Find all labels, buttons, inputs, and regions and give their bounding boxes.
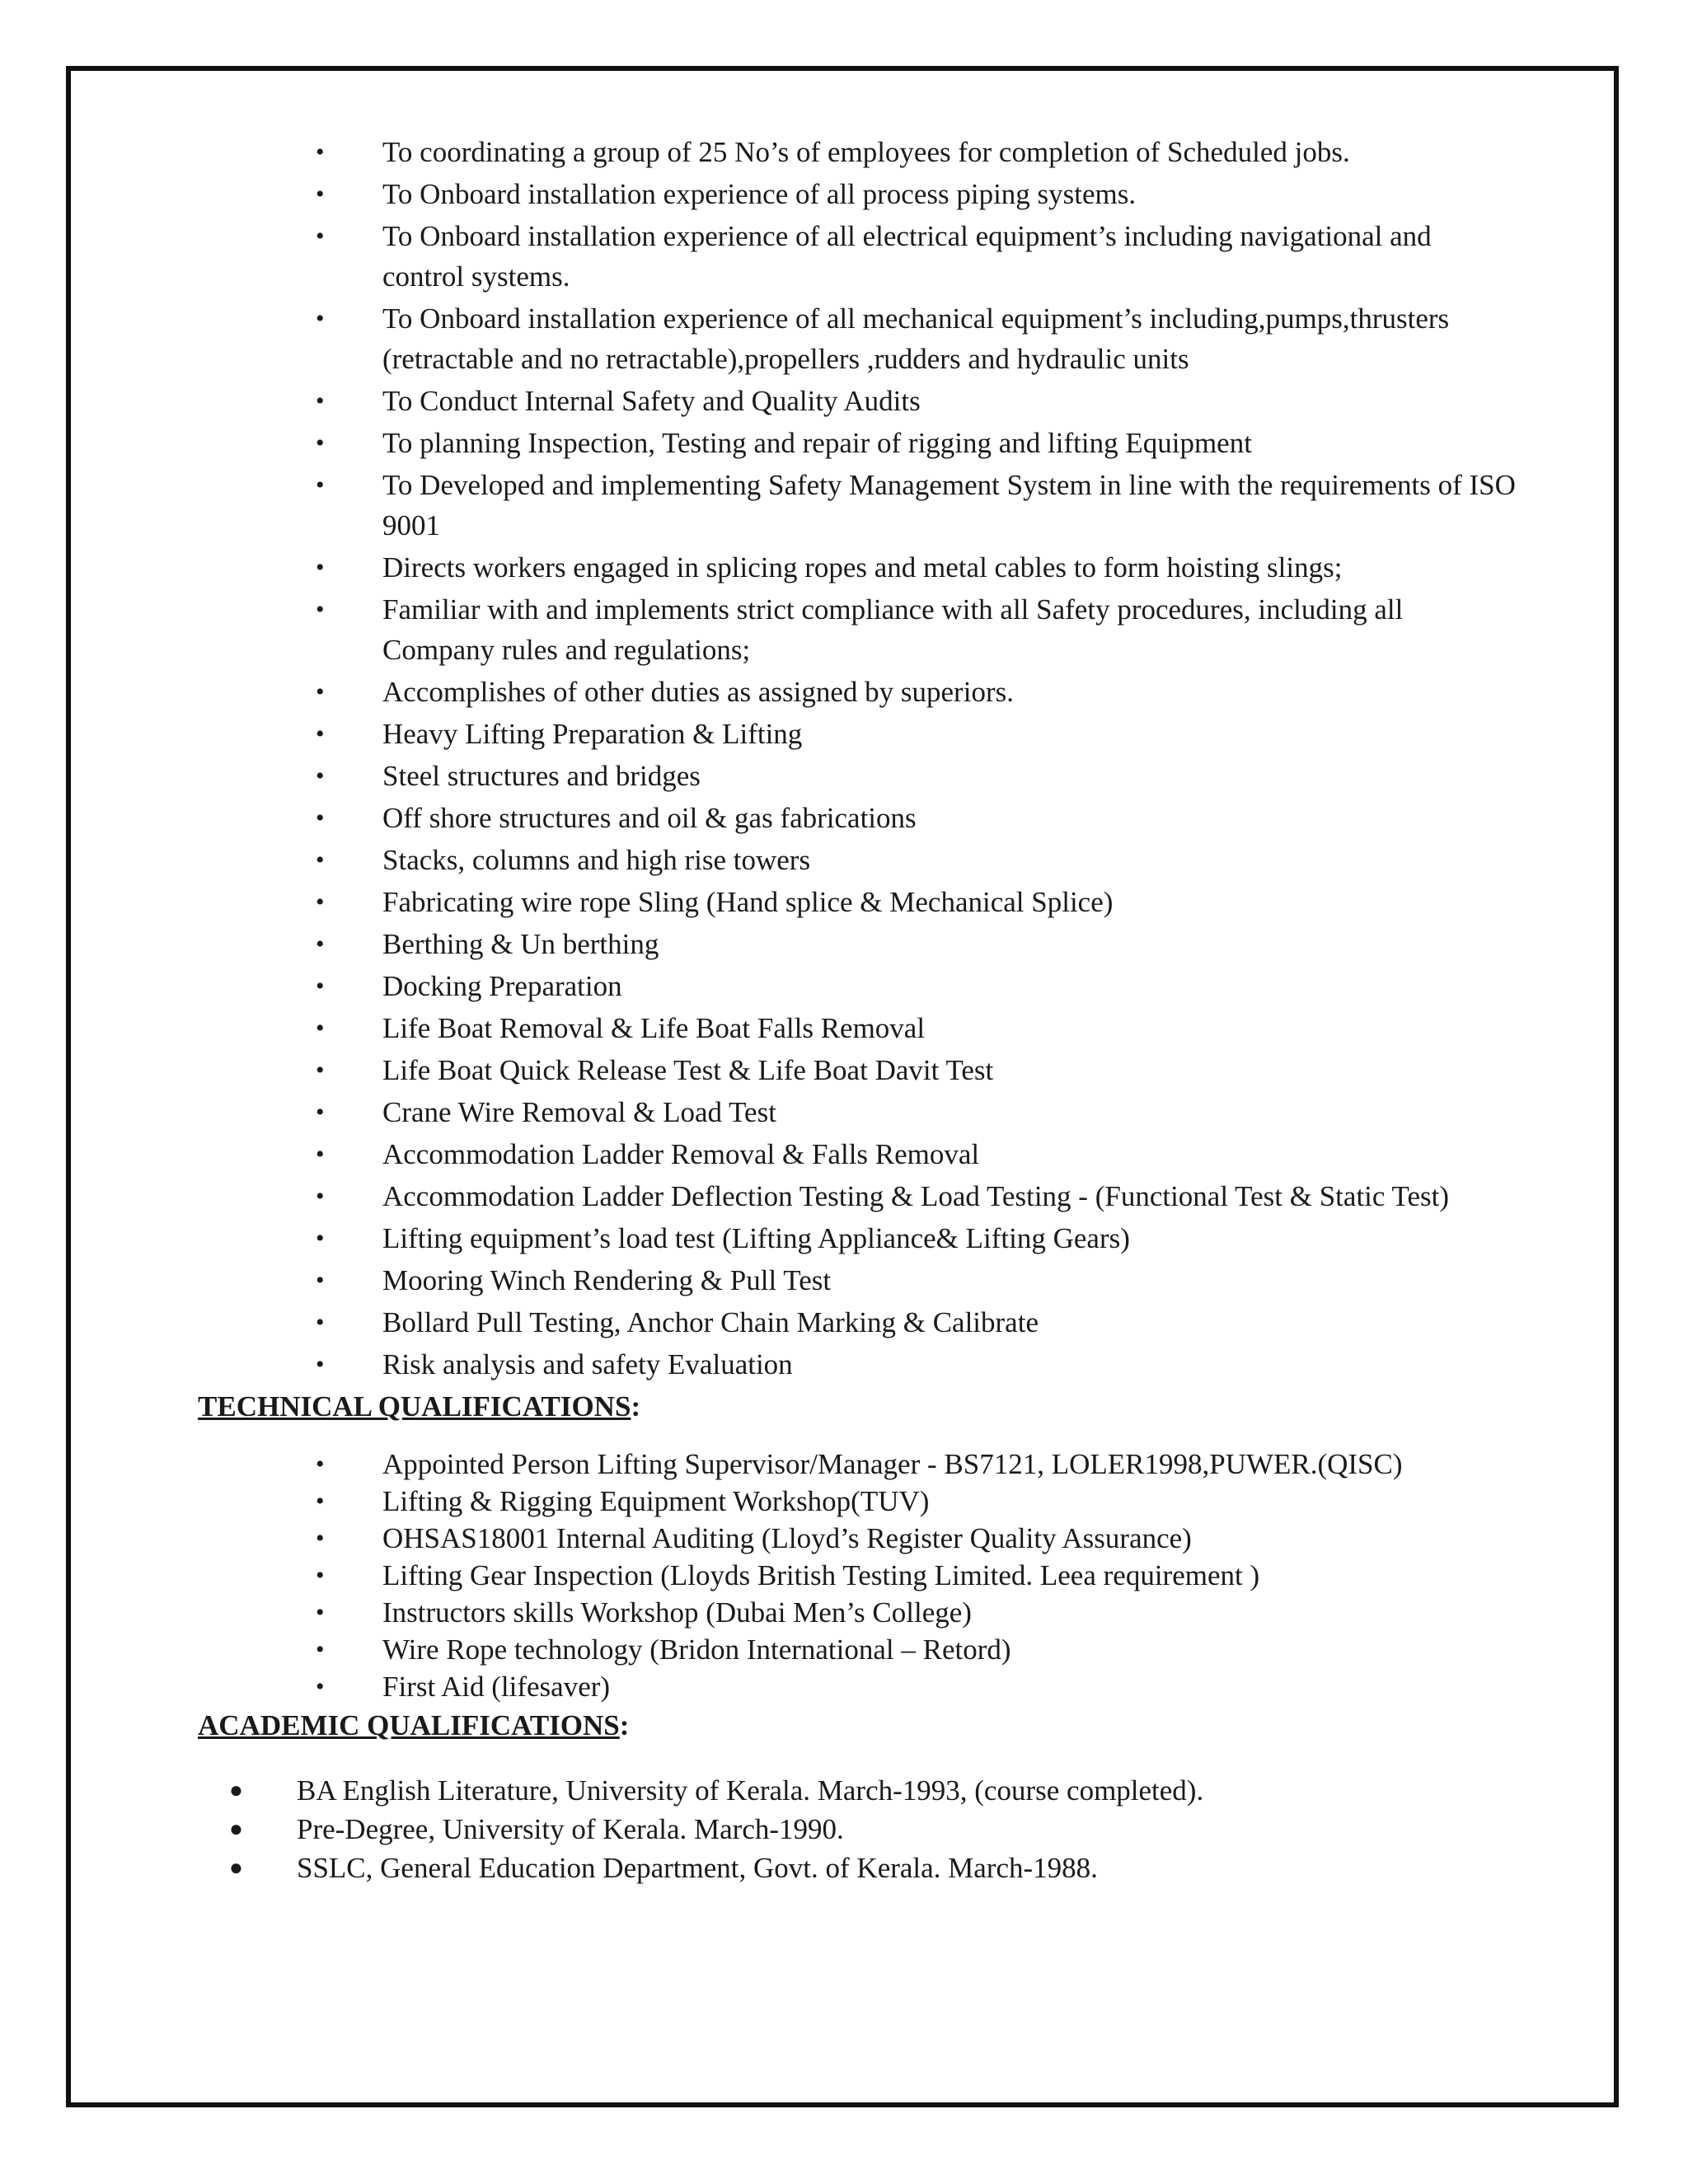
list-item: • Lifting equipment’s load test (Lifting Appliance& Lifting Gears) <box>198 1218 1517 1258</box>
bullet-icon: • <box>316 1267 325 1294</box>
bullet-icon: • <box>316 138 325 166</box>
list-item: • OHSAS18001 Internal Auditing (Lloyd’s Register Quality Assurance) <box>198 1520 1517 1557</box>
list-item: • Life Boat Quick Release Test & Life Boat Davit Test <box>198 1050 1517 1090</box>
list-item: • Stacks, columns and high rise towers <box>198 840 1517 880</box>
bullet-icon: ● <box>229 1816 243 1842</box>
bullet-icon: • <box>316 1488 325 1515</box>
list-item: • Directs workers engaged in splicing ropes and metal cables to form hoisting slings; <box>198 547 1517 588</box>
list-item: • To Onboard installation experience of all mechanical equipment’s including,pumps,thrusters (retractable and no retractable),propellers ,rudders and hydraulic units <box>198 298 1517 379</box>
bullet-icon: • <box>316 1525 325 1552</box>
bullet-icon: • <box>316 305 325 332</box>
list-item: • To Developed and implementing Safety Management System in line with the requirements of ISO 9001 <box>198 465 1517 546</box>
bullet-icon: • <box>316 180 325 208</box>
bullet-icon: • <box>316 1225 325 1252</box>
list-item: • Steel structures and bridges <box>198 756 1517 796</box>
list-item: ● SSLC, General Education Department, Govt. of Kerala. March-1988. <box>198 1849 1517 1887</box>
list-item: • Lifting & Rigging Equipment Workshop(TUV) <box>198 1483 1517 1520</box>
bullet-icon: • <box>316 1562 325 1589</box>
list-item: • To Onboard installation experience of all electrical equipment’s including navigational and control systems. <box>198 216 1517 297</box>
bullet-icon: • <box>316 888 325 916</box>
bullet-icon: • <box>316 804 325 832</box>
list-item: • Accomplishes of other duties as assigned by superiors. <box>198 672 1517 712</box>
list-item: • First Aid (lifesaver) <box>198 1668 1517 1705</box>
bullet-icon: • <box>316 1057 325 1084</box>
list-item: • Heavy Lifting Preparation & Lifting <box>198 714 1517 754</box>
list-item: • Docking Preparation <box>198 966 1517 1006</box>
list-item: ● BA English Literature, University of Kerala. March-1993, (course completed). <box>198 1771 1517 1810</box>
list-item: • Wire Rope technology (Bridon International – Retord) <box>198 1631 1517 1668</box>
academic-qualifications-heading: ACADEMIC QUALIFICATIONS: <box>198 1709 630 1741</box>
bullet-icon: • <box>316 223 325 250</box>
list-item: • Life Boat Removal & Life Boat Falls Removal <box>198 1008 1517 1048</box>
bullet-icon: • <box>316 678 325 705</box>
bullet-icon: • <box>316 471 325 499</box>
bullet-icon: • <box>316 1451 325 1478</box>
list-item: • Off shore structures and oil & gas fabrications <box>198 798 1517 838</box>
list-item: • Risk analysis and safety Evaluation <box>198 1344 1517 1385</box>
list-item: • Familiar with and implements strict compliance with all Safety procedures, including all Company rules and regulations; <box>198 589 1517 670</box>
bullet-icon: • <box>316 1599 325 1626</box>
bullet-icon: • <box>316 1183 325 1210</box>
list-item: • Lifting Gear Inspection (Lloyds British Testing Limited. Leea requirement ) <box>198 1557 1517 1594</box>
bullet-icon: • <box>316 720 325 748</box>
technical-qualifications-list <box>198 1446 1517 1705</box>
bullet-icon: • <box>316 1636 325 1663</box>
academic-qualifications-list <box>198 1771 1517 1887</box>
list-item: • Berthing & Un berthing <box>198 924 1517 964</box>
list-item: • Crane Wire Removal & Load Test <box>198 1092 1517 1132</box>
bullet-icon: • <box>316 1141 325 1168</box>
list-item: • Accommodation Ladder Deflection Testing & Load Testing - (Functional Test & Static Test) <box>198 1176 1517 1216</box>
bullet-icon: ● <box>229 1778 243 1803</box>
bullet-icon: • <box>316 554 325 581</box>
list-item: • To Onboard installation experience of all process piping systems. <box>198 174 1517 214</box>
bullet-icon: • <box>316 429 325 457</box>
bullet-icon: • <box>316 387 325 415</box>
spacer <box>198 1427 1517 1446</box>
list-item: • To Conduct Internal Safety and Quality Audits <box>198 381 1517 421</box>
list-item: • Appointed Person Lifting Supervisor/Manager - BS7121, LOLER1998,PUWER.(QISC) <box>198 1446 1517 1483</box>
list-item: • To planning Inspection, Testing and repair of rigging and lifting Equipment <box>198 423 1517 463</box>
bullet-icon: • <box>316 596 325 623</box>
bullet-icon: • <box>316 1673 325 1700</box>
list-item: • Bollard Pull Testing, Anchor Chain Marking & Calibrate <box>198 1302 1517 1343</box>
bullet-icon: • <box>316 930 325 958</box>
list-item: • Fabricating wire rope Sling (Hand splice & Mechanical Splice) <box>198 882 1517 922</box>
bullet-icon: • <box>316 1351 325 1378</box>
bullet-icon: • <box>316 762 325 790</box>
resume-page-content <box>198 132 1517 1887</box>
list-item: • Accommodation Ladder Removal & Falls Removal <box>198 1134 1517 1174</box>
list-item: • Instructors skills Workshop (Dubai Men’s College) <box>198 1594 1517 1631</box>
list-item: • Mooring Winch Rendering & Pull Test <box>198 1260 1517 1301</box>
bullet-icon: • <box>316 1099 325 1126</box>
list-item: • To coordinating a group of 25 No’s of employees for completion of Scheduled jobs. <box>198 132 1517 172</box>
bullet-icon: ● <box>229 1855 243 1881</box>
list-item: ● Pre-Degree, University of Kerala. March-1990. <box>198 1810 1517 1849</box>
bullet-icon: • <box>316 1309 325 1336</box>
duties-list <box>198 132 1517 1385</box>
bullet-icon: • <box>316 1015 325 1042</box>
bullet-icon: • <box>316 846 325 874</box>
bullet-icon: • <box>316 972 325 1000</box>
technical-qualifications-heading: TECHNICAL QUALIFICATIONS: <box>198 1390 641 1422</box>
